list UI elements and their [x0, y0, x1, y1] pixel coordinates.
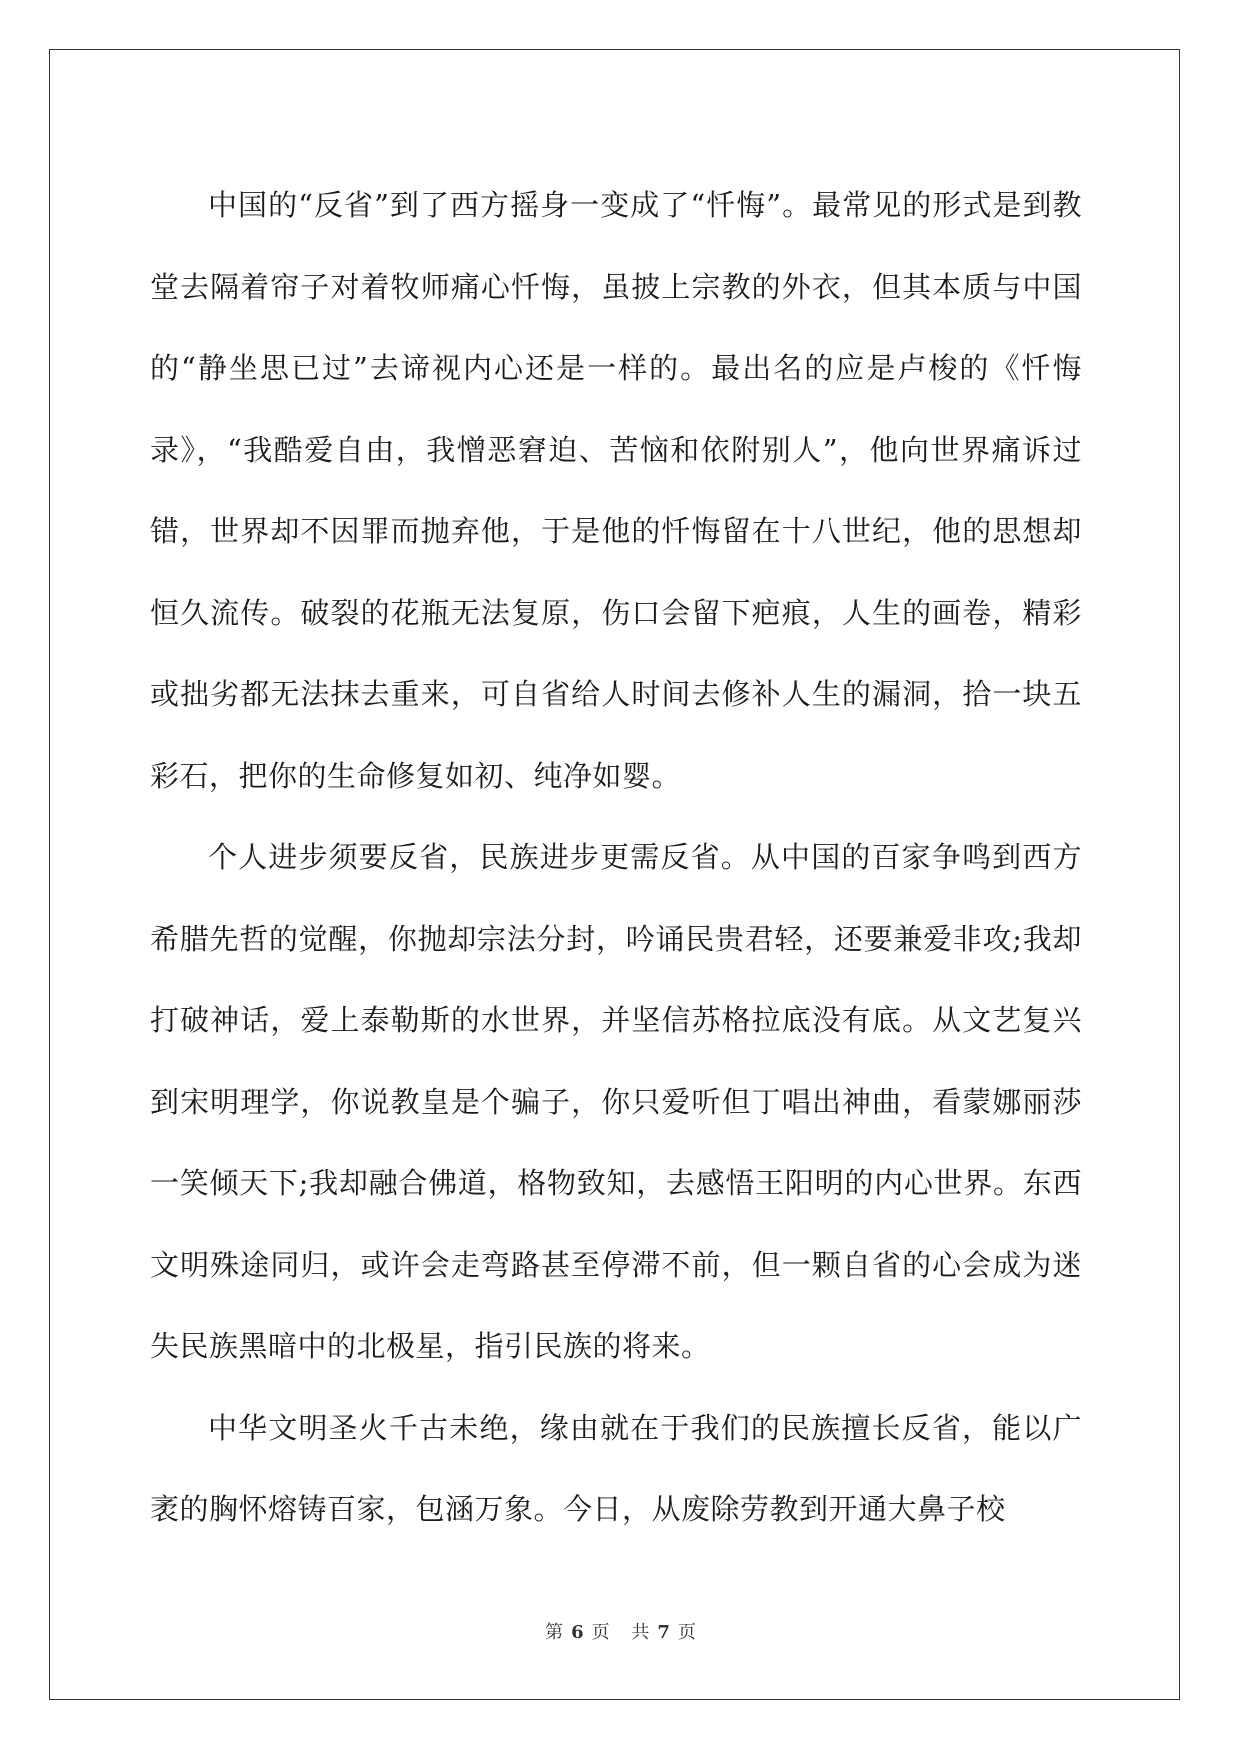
total-suffix: 页 — [677, 1622, 696, 1643]
page-number — [541, 1622, 614, 1643]
page-total — [627, 1622, 700, 1643]
page-suffix: 页 — [591, 1622, 610, 1643]
paragraph-2: 个人进步须要反省，民族进步更需反省。从中国的百家争鸣到西方希腊先哲的觉醒，你抛却宗法分封，吟诵民贵君轻，还要兼爱非攻;我却打破神话，爱上泰勒斯的水世界，并坚信苏格拉底没有底。从文艺复兴到宋明理学，你说教皇是个骗子，你只爱听但丁唱出神曲，看蒙娜丽莎一笑倾天下;我却融合佛道，格物致知，去感悟王阳明的内心世界。东西文明殊途同归，或许会走弯路甚至停滞不前，但一颗自省的心会成为迷失民族黑暗中的北极星，指引民族的将来。 — [150, 840, 1082, 1363]
paragraph-1: 中国的“反省”到了西方摇身一变成了“忏悔”。最常见的形式是到教堂去隔着帘子对着牧师痛心忏悔，虽披上宗教的外衣，但其本质与中国的“静坐思已过”去谛视内心还是一样的。最出名的应是卢梭的《忏悔录》，“我酷爱自由，我憎恶窘迫、苦恼和依附别人”，他向世界痛诉过错，世界却不因罪而抛弃他，于是他的忏悔留在十八世纪，他的思想却恒久流传。破裂的花瓶无法复原，伤口会留下疤痕，人生的画卷，精彩或拙劣都无法抹去重来，可自省给人时间去修补人生的漏洞，拾一块五彩石，把你的生命修复如初、纯净如婴。 — [150, 188, 1082, 793]
total-prefix: 共 — [631, 1622, 650, 1643]
page-footer — [0, 1618, 1241, 1644]
current-page: 6 — [571, 1622, 584, 1643]
page-prefix: 第 — [545, 1622, 564, 1643]
paragraph-3: 中华文明圣火千古未绝，缘由就在于我们的民族擅长反省，能以广袤的胸怀熔铸百家，包涵万象。今日，从废除劳教到开通大鼻子校 — [150, 1410, 1082, 1526]
document-body — [150, 165, 1082, 1551]
total-pages: 7 — [657, 1622, 670, 1643]
